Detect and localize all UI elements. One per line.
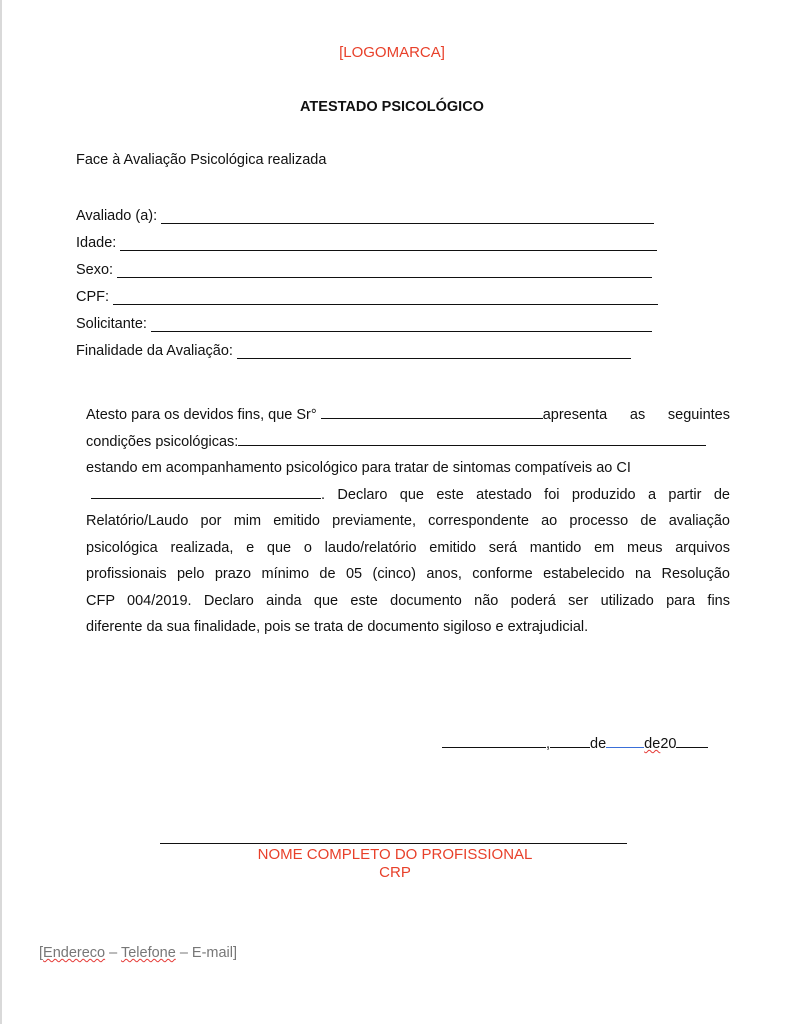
footer-phone: Telefone	[120, 945, 176, 961]
field-label: Finalidade da Avaliação:	[76, 343, 233, 359]
conditions-blank[interactable]	[238, 431, 706, 446]
paragraph-text: estando em acompanhamento psicológico para tratar de sintomas compatíveis ao CI	[86, 460, 631, 476]
field-blank-line[interactable]	[113, 290, 658, 305]
footer-bracket: [	[39, 945, 44, 961]
intro-text: Face à Avaliação Psicológica realizada	[76, 152, 327, 168]
paragraph-text: Atesto para os devidos fins, que Sr°	[86, 407, 317, 423]
paragraph-line: psicológica realizada, e que o laudo/relatório emitido será mantido em meus arquivos	[86, 539, 730, 556]
name-blank[interactable]	[321, 404, 543, 419]
date-line	[442, 733, 708, 752]
date-connector: de	[644, 736, 661, 752]
footer-address: Endereco	[43, 945, 106, 961]
field-solicitante[interactable]	[76, 312, 652, 332]
paragraph-line: profissionais pelo prazo mínimo de 05 (cinco) anos, conforme estabelecido na Resolução	[86, 566, 730, 582]
day-blank[interactable]	[550, 733, 590, 748]
field-label: Avaliado (a):	[76, 208, 158, 224]
field-blank-line[interactable]	[151, 317, 652, 332]
paragraph-text: . Declaro que este atestado foi produzido a partir de	[321, 486, 730, 503]
professional-name: NOME COMPLETO DO PROFISSIONAL	[257, 846, 533, 863]
year-blank[interactable]	[676, 733, 708, 748]
ci-blank[interactable]	[91, 484, 321, 499]
month-blank[interactable]	[606, 733, 644, 748]
field-label: Idade:	[76, 235, 117, 251]
footer-separator: –	[105, 945, 121, 961]
field-blank-line[interactable]	[237, 344, 631, 359]
paragraph-text: apresenta as seguintes	[542, 407, 730, 423]
footer-email: – E-mail]	[175, 945, 238, 961]
signature-line[interactable]	[160, 843, 627, 844]
professional-crp: CRP	[379, 864, 411, 881]
field-label: Solicitante:	[76, 316, 147, 332]
paragraph-line	[86, 402, 730, 429]
footer-contact	[39, 945, 237, 961]
field-finalidade[interactable]	[76, 339, 631, 359]
field-sexo[interactable]	[76, 258, 652, 278]
field-blank-line[interactable]	[117, 263, 652, 278]
paragraph-line: Relatório/Laudo por mim emitido previamente, correspondente ao processo de avaliação	[86, 513, 730, 529]
attestation-paragraph	[86, 402, 730, 641]
paragraph-line	[86, 455, 730, 482]
field-avaliado[interactable]	[76, 204, 654, 224]
field-idade[interactable]	[76, 231, 657, 251]
paragraph-line	[86, 482, 730, 509]
field-label: CPF:	[76, 289, 110, 305]
document-title: ATESTADO PSICOLÓGICO	[300, 99, 484, 115]
paragraph-line: CFP 004/2019. Declaro ainda que este documento não poderá ser utilizado para fins	[86, 592, 730, 609]
logo-placeholder: [LOGOMARCA]	[339, 44, 445, 61]
city-blank[interactable]	[442, 733, 546, 748]
field-cpf[interactable]	[76, 285, 658, 305]
field-label: Sexo:	[76, 262, 114, 278]
paragraph-text: condições psicológicas:	[86, 433, 239, 450]
year-prefix: 20	[660, 736, 677, 752]
field-blank-line[interactable]	[120, 236, 657, 251]
field-blank-line[interactable]	[161, 209, 654, 224]
paragraph-line	[86, 429, 730, 456]
paragraph-line: diferente da sua finalidade, pois se trata de documento sigiloso e extrajudicial.	[86, 619, 589, 635]
date-comma: ,	[546, 736, 551, 752]
date-connector: de	[590, 736, 607, 752]
